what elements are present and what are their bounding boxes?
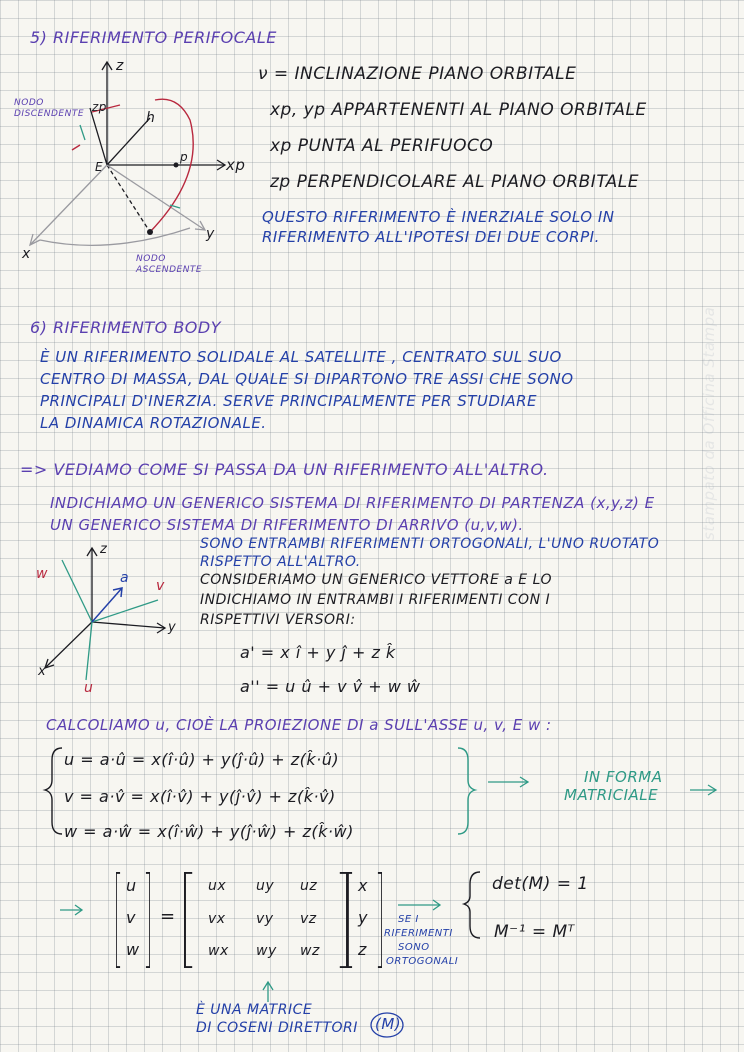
m-wy: wy	[256, 943, 277, 959]
rot-axis-v: v	[156, 578, 165, 594]
axis-label-h: h	[146, 110, 156, 126]
inverse-transpose-equation: M⁻¹ = Mᵀ	[494, 922, 575, 942]
perifocal-note-line1: QUESTO RIFERIMENTO È INERZIALE SOLO IN	[262, 208, 615, 226]
matrix-caption-symbol: (M)	[375, 1015, 402, 1033]
point-label-p: p	[180, 150, 189, 164]
transform-para-line7: RISPETTIVI VERSORI:	[200, 612, 356, 628]
ascending-node-label: NODO ASCENDENTE	[136, 254, 203, 275]
rot-axis-u: u	[84, 680, 94, 696]
matrix-caption-line2: DI COSENI DIRETTORI	[196, 1020, 358, 1036]
projection-row-w: w = a·ŵ = x(î·ŵ) + y(ĵ·ŵ) + z(k̂·ŵ)	[64, 822, 354, 841]
axis-label-y: y	[206, 226, 215, 242]
m-uy: uy	[256, 878, 275, 894]
transform-para-line1: INDICHIAMO UN GENERICO SISTEMA DI RIFERIMENTO DI PARTENZA (x,y,z) E	[50, 494, 655, 512]
lhs-v: v	[126, 908, 136, 927]
determinant-equation: det(M) = 1	[492, 874, 589, 894]
transform-para-line2: UN GENERICO SISTEMA DI RIFERIMENTO DI ARRIVO (u,v,w).	[50, 516, 524, 534]
point-label-e: E	[95, 160, 104, 174]
section6-title: 6) RIFERIMENTO BODY	[30, 318, 221, 337]
orthogonal-note-4: ORTOGONALI	[386, 956, 459, 967]
perifocal-note-line2: RIFERIMENTO ALL'IPOTESI DEI DUE CORPI.	[262, 228, 600, 246]
rhs-y: y	[358, 908, 368, 927]
m-vz: vz	[300, 911, 317, 927]
lhs-w: w	[126, 940, 140, 959]
body-text-line4: LA DINAMICA ROTAZIONALE.	[40, 414, 267, 432]
matrix-form-note-1: IN FORMA	[584, 768, 663, 786]
transform-heading: => VEDIAMO COME SI PASSA DA UN RIFERIMENTO ALL'ALTRO.	[20, 460, 549, 479]
m-wz: wz	[300, 943, 320, 959]
descending-node-label: NODO DISCENDENTE	[14, 98, 85, 119]
transform-para-line4: RISPETTO ALL'ALTRO.	[200, 554, 361, 570]
transform-para-line5: CONSIDERIAMO UN GENERICO VETTORE a E LO	[200, 572, 552, 588]
m-vx: vx	[208, 911, 226, 927]
axis-label-z: z	[116, 58, 124, 74]
orthogonal-note-3: SONO	[398, 942, 430, 953]
orthogonal-note-2: RIFERIMENTI	[384, 928, 453, 939]
m-vy: vy	[256, 911, 274, 927]
rhs-x: x	[358, 876, 368, 895]
vector-equation-1: a' = x î + y ĵ + z k̂	[240, 643, 396, 662]
m-uz: uz	[300, 878, 318, 894]
definition-orbital-plane: xp, yp APPARTENENTI AL PIANO ORBITALE	[270, 100, 647, 120]
vector-equation-2: a'' = u û + v v̂ + w ŵ	[240, 677, 421, 696]
m-wx: wx	[208, 943, 229, 959]
projection-row-v: v = a·v̂ = x(î·v̂) + y(ĵ·v̂) + z(k̂·v̂)	[64, 787, 336, 806]
rhs-z: z	[358, 940, 367, 959]
orthogonal-note-1: SE I	[398, 914, 419, 925]
transform-para-line6: INDICHIAMO IN ENTRAMBI I RIFERIMENTI CON I	[200, 592, 551, 608]
axis-label-zp: zp	[92, 100, 107, 114]
rot-axis-z: z	[100, 542, 108, 557]
section5-title: 5) RIFERIMENTO PERIFOCALE	[30, 28, 277, 47]
definition-inclination: ν = INCLINAZIONE PIANO ORBITALE	[258, 64, 577, 84]
body-text-line1: È UN RIFERIMENTO SOLIDALE AL SATELLITE , CENTRATO SUL SUO	[40, 348, 562, 366]
m-ux: ux	[208, 878, 227, 894]
transform-para-line3: SONO ENTRAMBI RIFERIMENTI ORTOGONALI, L'UNO RUOTATO	[200, 536, 660, 552]
rot-axis-w: w	[36, 566, 48, 582]
definition-perpendicular: zp PERPENDICOLARE AL PIANO ORBITALE	[270, 172, 639, 192]
axis-label-xp: xp	[226, 156, 246, 174]
projection-row-u: u = a·û = x(î·û) + y(ĵ·û) + z(k̂·û)	[64, 750, 340, 769]
rot-axis-y: y	[168, 620, 177, 635]
rot-vector-a: a	[120, 570, 130, 586]
axis-label-x: x	[22, 246, 31, 262]
matrix-caption-line1: È UNA MATRICE	[196, 1002, 313, 1018]
definition-perifocus: xp PUNTA AL PERIFUOCO	[270, 136, 494, 156]
projection-intro: CALCOLIAMO u, CIOÈ LA PROIEZIONE DI a SULL'ASSE u, v, E w :	[46, 716, 552, 734]
matrix-form-note-2: MATRICIALE	[564, 786, 659, 804]
body-text-line3: PRINCIPALI D'INERZIA. SERVE PRINCIPALMENTE PER STUDIARE	[40, 392, 538, 410]
body-text-line2: CENTRO DI MASSA, DAL QUALE SI DIPARTONO TRE ASSI CHE SONO	[40, 370, 574, 388]
lhs-u: u	[126, 876, 137, 895]
watermark: stampato da Officina Stampa	[700, 306, 718, 540]
rot-axis-x: x	[38, 664, 47, 679]
matrix-equals: =	[160, 906, 176, 927]
